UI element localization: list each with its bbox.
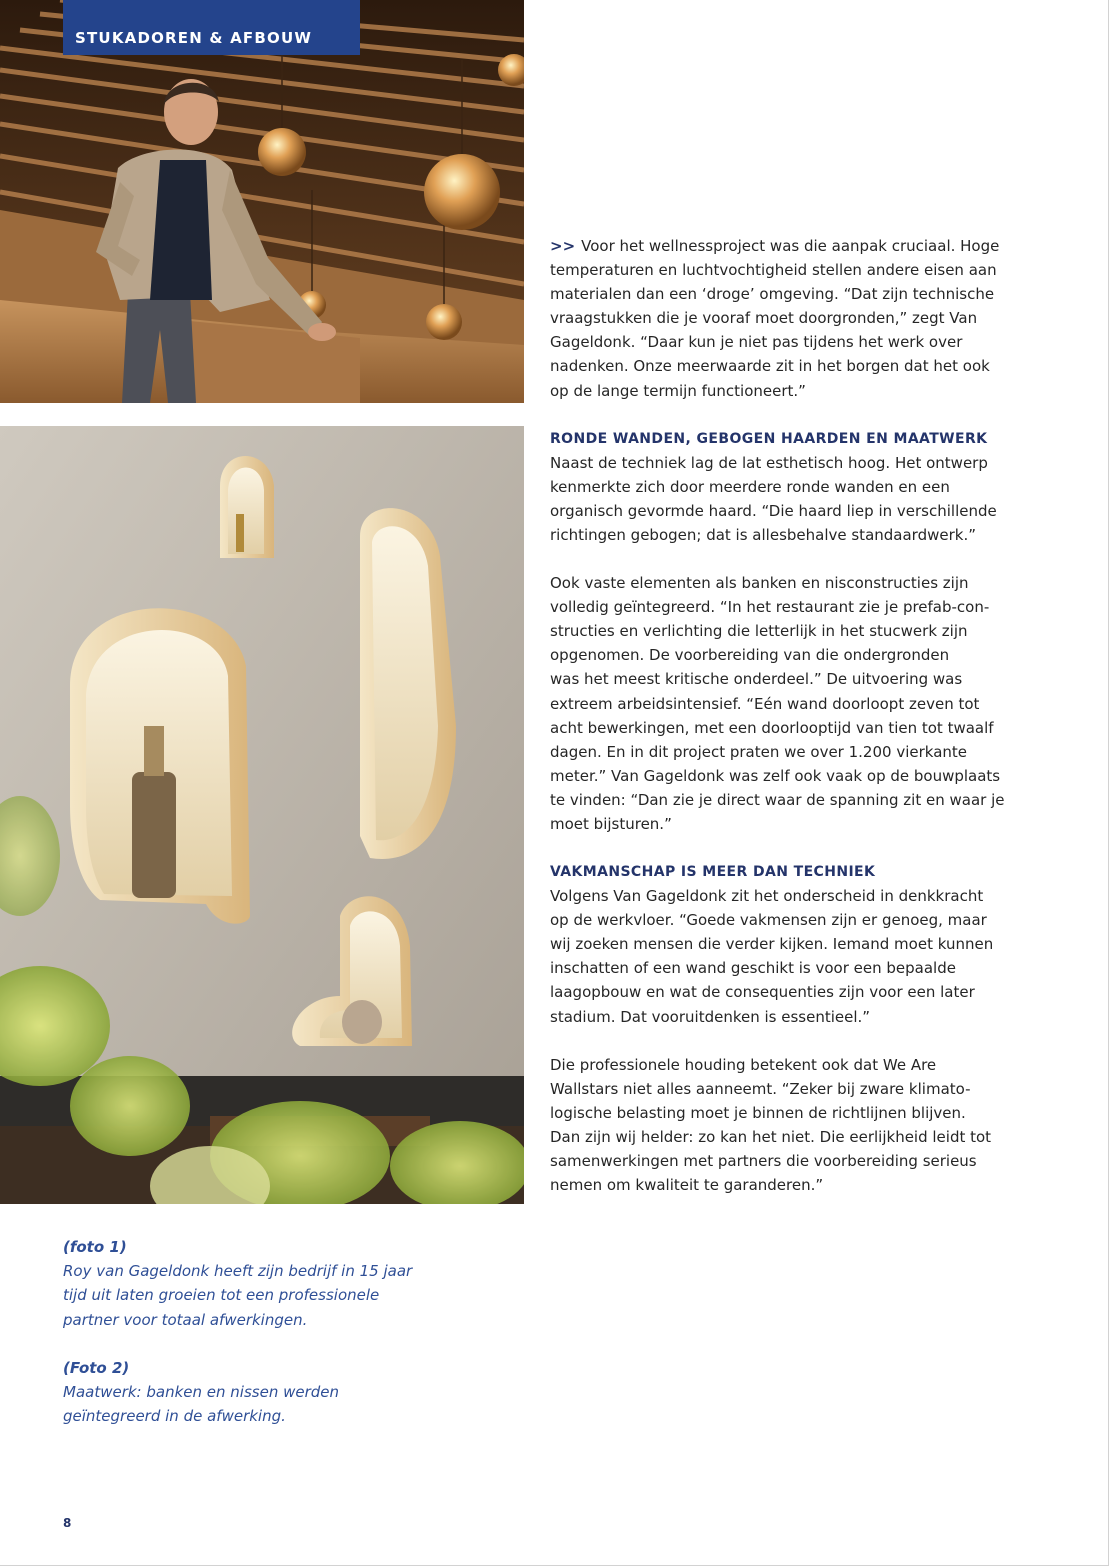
- section-heading-vakmanschap: VAKMANSCHAP IS MEER DAN TECHNIEK: [550, 864, 876, 881]
- section-heading-ronde-wanden: RONDE WANDEN, GEBOGEN HAARDEN EN MAATWERK: [550, 430, 988, 447]
- paragraph-2: Ook vaste elementen als banken en nisconstructies zijn volledig geïntegreerd. “In het restaurant zie je prefab-con- structies en verlichting die letterlijk in het stucwerk zijn opgenomen. De voorbereiding van die ondergronden was het meest kritische onderdeel.” De uitvoering was extreem arbeidsintensief. “Eén wand doorloopt zeven tot acht bewerkingen, met een doorlooptijd van tien tot twaalf dagen. En in dit project praten we over 1.200 vierkante meter.” Van Gageldonk was zelf ook vaak op de bouwplaats te vinden: “Dan zie je direct waar de spanning zit en waar je moet bijsturen.”: [550, 574, 1005, 833]
- wall-niches-photo: [0, 426, 524, 1204]
- intro-paragraph: [550, 234, 1020, 403]
- caption-2-label: (Foto 2): [63, 1358, 130, 1377]
- paragraph-3: Volgens Van Gageldonk zit het onderscheid in denkkracht op de werkvloer. “Goede vakmensen zijn er genoeg, maar wij zoeken mensen die verder kijken. Iemand moet kunnen inschatten of een wand geschikt is voor een bepaalde laagopbouw en wat de consequenties zijn voor een later stadium. Dat vooruitdenken is essentieel.”: [550, 887, 994, 1026]
- paragraph-4: Die professionele houding betekent ook dat We Are Wallstars niet alles aanneemt. “Zeker bij zware klimato- logische belasting moet je binnen de richtlijnen blijven. Dan zijn wij helder: zo kan het niet. Die eerlijkheid leidt tot samenwerkingen met partners die voorbereiding serieus nemen om kwaliteit te garanderen.”: [550, 1055, 992, 1195]
- portrait-photo-illustration: [0, 0, 524, 403]
- caption-1-text: Roy van Gageldonk heeft zijn bedrijf in 15 jaar tijd uit laten groeien tot een professionele partner voor totaal afwerkingen.: [63, 1262, 413, 1329]
- intro-text: Voor het wellnessproject was die aanpak cruciaal. Hoge temperaturen en luchtvochtigheid stellen andere eisen aan materialen dan een ‘droge’ omgeving. “Dat zijn technische vraagstukken die je vooraf moet doorgronden,” zegt Van Gageldonk. “Daar kun je niet pas tijdens het werk over nadenken. Onze meerwaarde zit in het borgen dat het ook op de lange termijn functioneert.”: [550, 237, 1000, 400]
- section-tag: STUKADOREN & AFBOUW: [63, 0, 360, 55]
- article-body: [550, 234, 1020, 1197]
- continuation-arrow: >>: [550, 237, 576, 255]
- caption-2-text: Maatwerk: banken en nissen werden geïntegreerd in de afwerking.: [63, 1383, 340, 1426]
- photo-captions: [63, 1235, 443, 1428]
- paragraph-1: Naast de techniek lag de lat esthetisch hoog. Het ontwerp kenmerkte zich door meerdere ronde wanden en een organisch gevormde haard. “Die haard liep in verschillende richtingen gebogen; dat is allesbehalve standaardwerk.”: [550, 453, 997, 544]
- caption-1-label: (foto 1): [63, 1238, 127, 1256]
- portrait-photo: [0, 0, 524, 403]
- wall-niches-illustration: [0, 426, 524, 1204]
- page-number: 8: [63, 1516, 72, 1530]
